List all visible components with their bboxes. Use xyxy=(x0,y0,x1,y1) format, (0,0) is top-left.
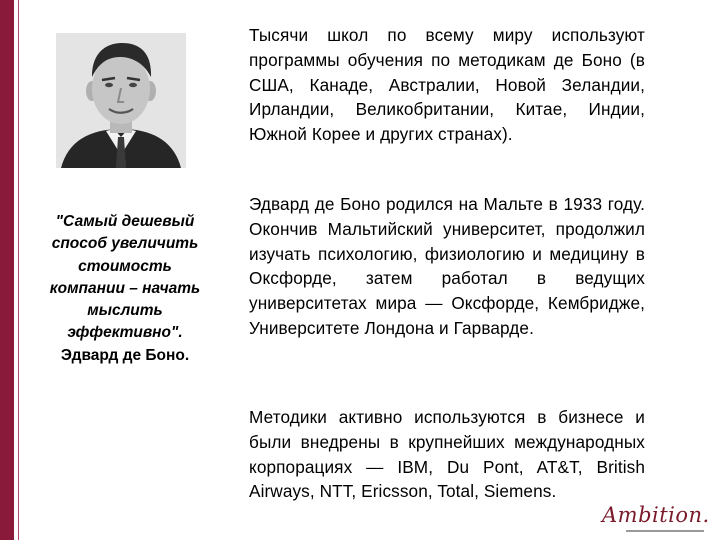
left-accent-line xyxy=(18,0,19,540)
ambition-logo: Ambition. xyxy=(602,503,710,527)
portrait-illustration xyxy=(56,33,186,168)
paragraph-biography: Эдвард де Боно родился на Мальте в 1933 году. Окончив Мальтийский университет, продолжил изучать психологию, физиологию и медицину в Оксфорде, затем работал в ведущих университетах мира — Оксфорде, Кембридже, Университете Лондона и Гарварде. xyxy=(249,194,645,338)
left-accent-bar xyxy=(0,0,14,540)
paragraph-business: Методики активно используются в бизнесе и были внедрены в крупнейших международных корпорациях — IBM, Du Pont, AT&T, British Airways, NTT, Ericsson, Total, Siemens. xyxy=(249,407,645,502)
quote-text: "Самый дешевый способ увеличить стоимость компании – начать мыслить эффективно". xyxy=(49,213,201,342)
logo-underline xyxy=(626,530,704,532)
paragraph-schools: Тысячи школ по всему миру используют программы обучения по методикам де Боно (в США, Канаде, Австралии, Новой Зеландии, Ирландии, Великобритании, Китае, Индии, Южной Корее и других странах). xyxy=(249,25,645,145)
portrait-photo xyxy=(56,33,186,168)
quote-block xyxy=(40,211,210,367)
quote-author: Эдвард де Боно. xyxy=(60,346,190,364)
